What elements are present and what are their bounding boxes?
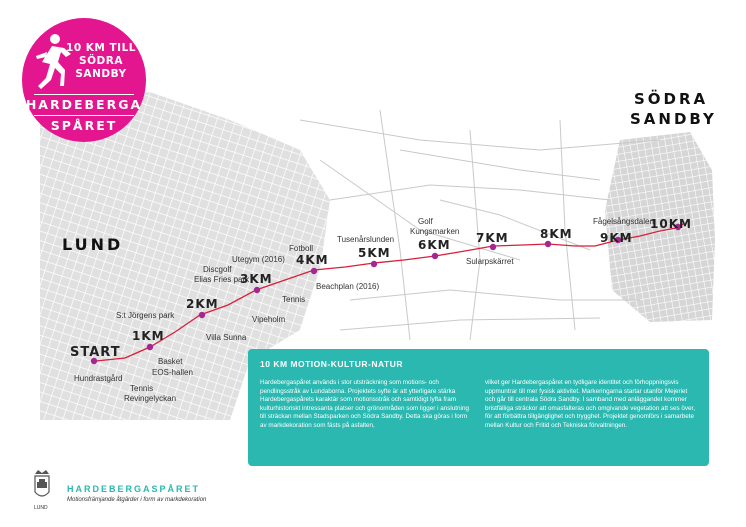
place-label: Elias Fries park <box>194 275 250 284</box>
place-label: Hundrastgård <box>74 374 123 383</box>
route-marker-6km <box>432 253 438 259</box>
place-label: Tennis <box>130 384 154 393</box>
route-marker-1km <box>147 344 153 350</box>
route-marker-2km <box>199 312 205 318</box>
place-label: Tusenårslunden <box>337 235 395 244</box>
km-label-5km: 5KM <box>358 246 391 260</box>
place-label: Vipeholm <box>252 315 286 324</box>
lund-crest-icon <box>33 468 51 506</box>
place-label: Villa Sunna <box>206 333 247 342</box>
badge-subtitle: 10 KM TILL SÖDRA SANDBY <box>66 42 136 80</box>
city-label-sodra: SÖDRA <box>634 90 709 108</box>
info-text-right: vilket ger Hardebergaspåret en tydligare identitet och förhoppningsvis uppmuntrar till mer fysisk aktivitet. Markeringarna startar utanför Mejeriet och går till centrala Södra Sandby. I samband med anläggandet kommer bristfälliga sträckor att omasfalteras och omgivande vegetation att ses över, för att förbättra tillgänglighet och trygghet. Projektet genomförs i samarbete mellan Kultur och Fritid och Tekniska förvaltningen. <box>485 379 696 429</box>
badge-divider <box>34 94 134 95</box>
info-panel <box>248 349 709 466</box>
badge-divider <box>34 115 134 116</box>
km-label-4km: 4KM <box>296 253 329 267</box>
place-label: EOS-hallen <box>152 368 193 377</box>
route-marker-3km <box>254 287 260 293</box>
city-label-lund: LUND <box>62 235 124 254</box>
km-label-1km: 1KM <box>132 329 165 343</box>
place-label: Sularpskärret <box>466 257 514 266</box>
place-label: Golf <box>418 217 433 226</box>
km-label-9km: 9KM <box>600 231 633 245</box>
crest-label: LUND <box>34 505 48 511</box>
info-text-left: Hardebergaspåret används i stor utsträckning som motions- och pendlingsstråk av Lundaborna. Projektets syfte är att ytterligare stärka Hardebergaspårets karaktär som motionsstråk och samtidigt lyfta fram kulturhistoriskt intressanta platser och grönområden som ligger i anslutning till sträckan mellan Stadsparken och Södra Sandby. Detta ska göras i form av markdekoration som fästs på asfalten, <box>260 379 469 429</box>
km-label-2km: 2KM <box>186 297 219 311</box>
place-label: Utegym (2016) <box>232 255 285 264</box>
km-label-8km: 8KM <box>540 227 573 241</box>
km-label-3km: 3KM <box>240 272 273 286</box>
info-title: 10 KM MOTION-KULTUR-NATUR <box>260 359 403 369</box>
place-label: Revingelyckan <box>124 394 177 403</box>
route-marker-8km <box>545 241 551 247</box>
footer-subtitle: Motionsfrämjande åtgärder i form av markdekoration <box>67 497 207 503</box>
place-label: Beachplan (2016) <box>316 282 380 291</box>
place-label: Fågelsångsdalen <box>593 217 654 226</box>
place-label: S:t Jörgens park <box>116 311 175 320</box>
km-label-10km: 10KM <box>650 217 692 231</box>
place-label: Discgolf <box>203 265 232 274</box>
km-label-7km: 7KM <box>476 231 509 245</box>
place-label: Fotboll <box>289 244 314 253</box>
place-label: Kungsmarken <box>410 227 460 236</box>
route-marker-5km <box>371 261 377 267</box>
badge-title-1: HARDEBERGA <box>25 97 143 112</box>
title-badge <box>22 18 146 142</box>
footer-title: HARDEBERGASPÅRET <box>67 484 201 494</box>
place-label: Basket <box>158 357 183 366</box>
km-label-6km: 6KM <box>418 238 451 252</box>
badge-title-2: SPÅRET <box>50 118 118 133</box>
km-label-start: START <box>70 345 121 360</box>
city-label-sandby: SANDBY <box>630 110 717 128</box>
place-label: Tennis <box>282 295 306 304</box>
route-marker-4km <box>311 268 317 274</box>
